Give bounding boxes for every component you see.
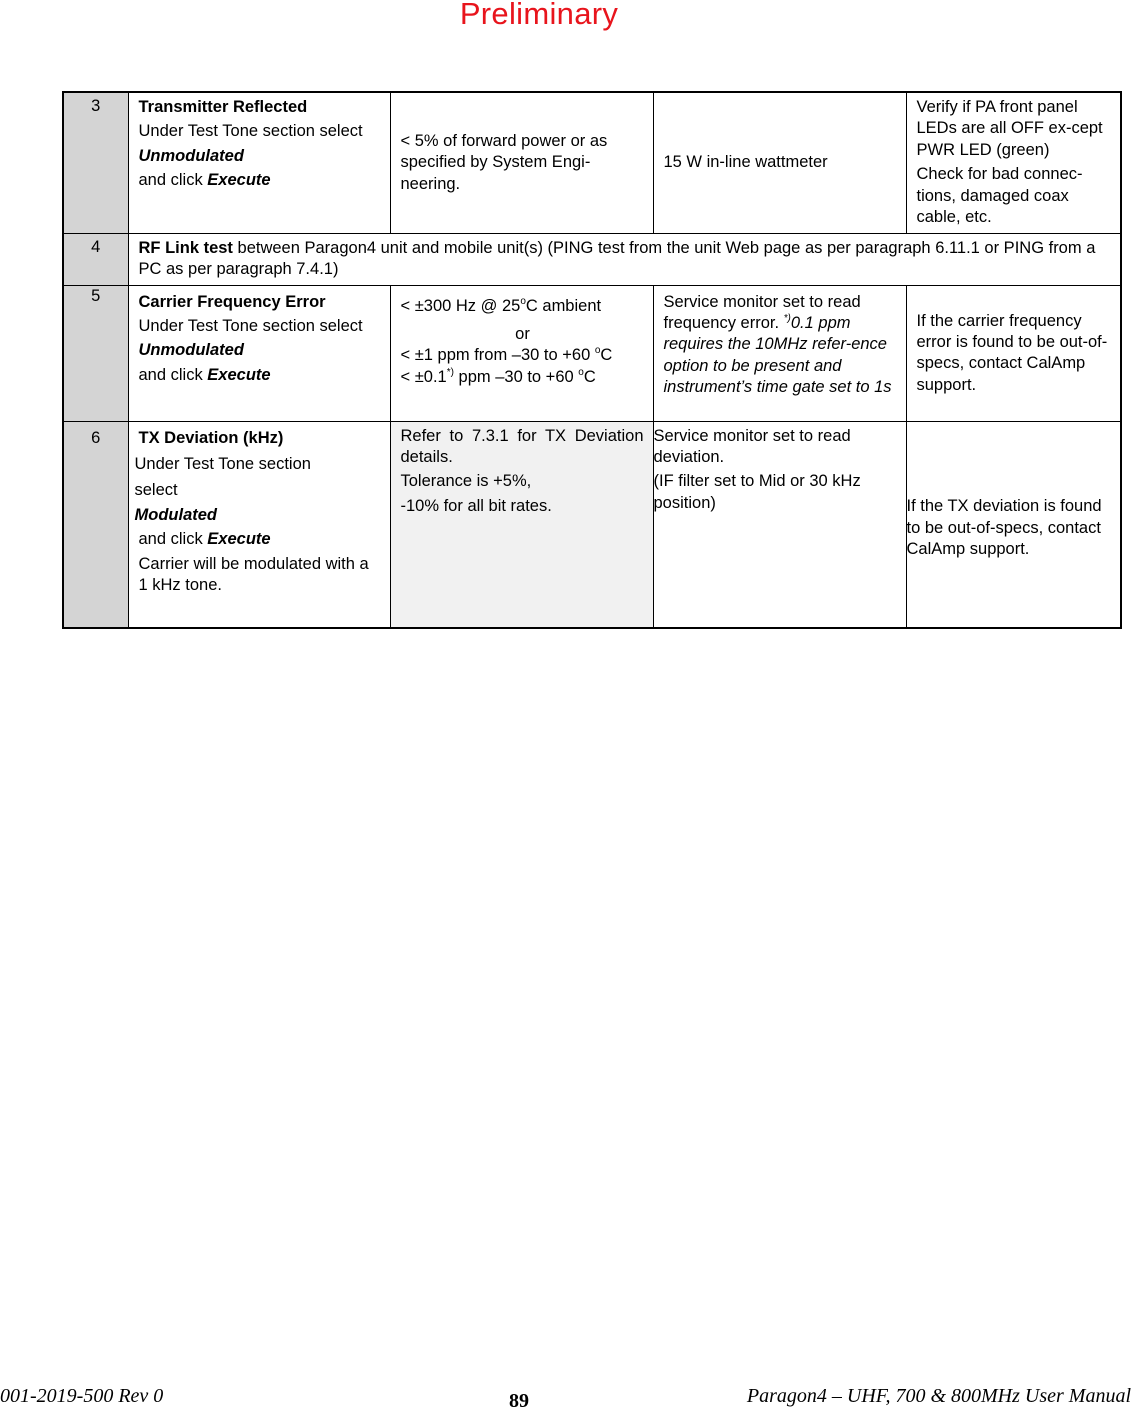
page-number: 89 [509, 1390, 529, 1412]
table-row-6 [63, 421, 1121, 628]
step-description: RF Link test between Paragon4 unit and mobile unit(s) (PING test from the unit Web page as per paragraph 6.11.1 or PING from a PC as per paragraph 7.4.1) [128, 233, 1121, 285]
step-number: 4 [63, 233, 128, 285]
criteria-ppm-option: < ±0.1*) ppm –30 to +60 $^o$C [400, 366, 596, 386]
step-execute-line: and click Execute [138, 530, 271, 549]
criteria-ambient: < ±300 Hz @ 25$^o$C ambient [400, 295, 602, 315]
step-execute-line: and click Execute [138, 171, 271, 190]
step-action [128, 285, 390, 421]
table-row-3 [63, 92, 1121, 233]
document-number: 001-2019-500 Rev 0 [0, 1385, 164, 1407]
step-mode: Unmodulated [138, 146, 244, 165]
step-instruction: Under Test Tone section select [138, 316, 363, 335]
step-execute-line: and click Execute [138, 365, 271, 384]
step-instruction: Under Test Tone section [134, 454, 311, 473]
step-number: 3 [63, 92, 128, 233]
step-equipment: 15 W in-line wattmeter [653, 92, 906, 233]
step-number: 5 [63, 285, 128, 421]
step-remarks: Verify if PA front panel LEDs are all OFF ex-cept PWR LED (green) Check for bad connec-tions, damaged coax cable, etc. [906, 92, 1121, 233]
step-equipment: Service monitor set to read deviation. (IF filter set to Mid or 30 kHz position) [653, 421, 906, 628]
step-title: TX Deviation (kHz) [138, 428, 284, 447]
table-row-5 [63, 285, 1121, 421]
step-remarks: If the carrier frequency error is found to be out-of-specs, contact CalAmp support. [906, 285, 1121, 421]
criteria-or: or [515, 324, 530, 343]
step-instruction-select: select [134, 481, 178, 500]
step-instruction: Under Test Tone section select [138, 122, 363, 141]
step-note: Carrier will be modulated with a 1 kHz tone. [138, 554, 369, 595]
step-criteria: < 5% of forward power or as specified by System Engi-neering. [390, 92, 653, 233]
step-criteria [390, 285, 653, 421]
preliminary-watermark: Preliminary [459, 0, 619, 31]
step-action [128, 92, 390, 233]
step-number: 6 [63, 421, 128, 628]
table-row-4 [63, 233, 1121, 285]
step-title: Carrier Frequency Error [138, 292, 326, 311]
criteria-ppm: < ±1 ppm from –30 to +60 $^o$C [400, 345, 613, 365]
step-criteria: Refer to 7.3.1 for TX Deviation details. Tolerance is +5%, -10% for all bit rates. [390, 421, 653, 628]
step-mode: Unmodulated [138, 341, 244, 360]
step-action [128, 421, 390, 628]
test-procedure-table [62, 91, 1122, 629]
manual-title: Paragon4 – UHF, 700 & 800MHz User Manual [746, 1385, 1131, 1407]
step-remarks: If the TX deviation is found to be out-of-specs, contact CalAmp support. [906, 421, 1121, 628]
step-equipment: Service monitor set to read frequency error. *)0.1 ppm requires the 10MHz refer-ence option to be present and instrument’s time gate set to 1s [653, 285, 906, 421]
step-title: Transmitter Reflected [138, 98, 308, 116]
step-mode: Modulated [134, 505, 217, 524]
